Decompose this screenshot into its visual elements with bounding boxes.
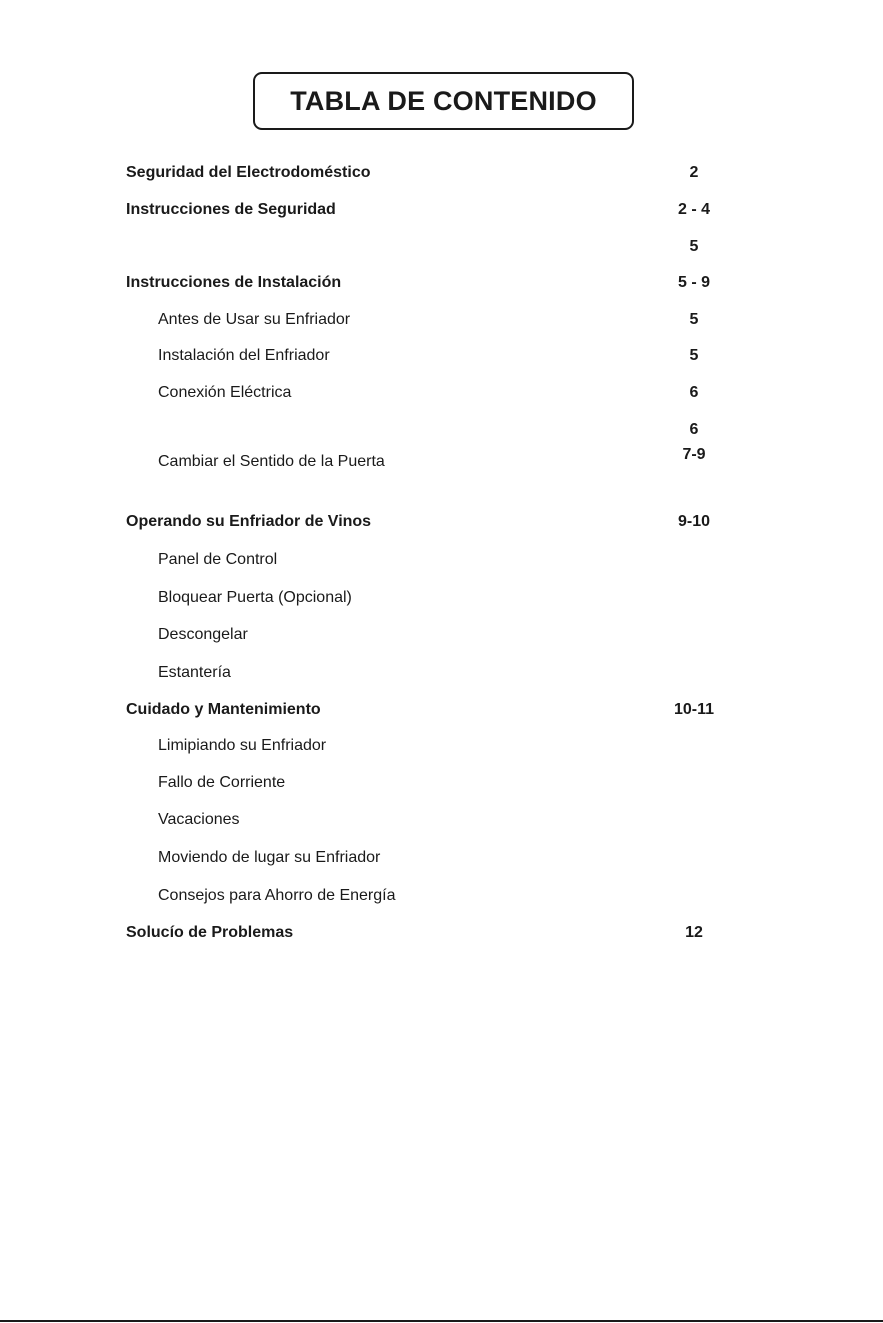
toc-entry-page: 2 - 4 xyxy=(677,201,710,218)
toc-entry xyxy=(0,446,883,473)
toc-entry-label: Solucío de Problemas xyxy=(126,924,294,941)
toc-entry-page: 10-11 xyxy=(673,701,715,718)
toc-entry-label: Consejos para Ahorro de Energía xyxy=(158,887,396,904)
toc-entry-page: 6 xyxy=(689,421,699,438)
toc-entry-label: Moviendo de lugar su Enfriador xyxy=(158,849,381,866)
toc-entry-label: Descongelar xyxy=(158,626,248,643)
toc-entry-label: Instrucciones de Instalación xyxy=(126,274,342,291)
toc-entry-label: Seguridad del Electrodoméstico xyxy=(126,164,371,181)
toc-entry-label: Cuidado y Mantenimiento xyxy=(126,701,321,718)
toc-entry-label: Operando su Enfriador de Vinos xyxy=(126,513,372,530)
toc-entry-label: Instrucciones de Seguridad xyxy=(126,201,336,218)
toc-entry xyxy=(0,735,883,757)
toc-entry-label: Panel de Control xyxy=(158,551,278,568)
bottom-rule xyxy=(0,1320,883,1322)
toc-entry xyxy=(0,345,883,367)
toc-entry-label: Cambiar el Sentido de la Puerta xyxy=(158,453,385,470)
toc-entry xyxy=(0,772,883,794)
toc-entry xyxy=(0,511,883,533)
page-title: TABLA DE CONTENIDO xyxy=(290,85,597,116)
toc-entry xyxy=(0,162,883,184)
toc-entry xyxy=(0,699,883,721)
toc-entry xyxy=(0,199,883,221)
toc-entry xyxy=(0,236,883,258)
toc-entry-page: 5 - 9 xyxy=(677,274,710,291)
toc-entry xyxy=(0,382,883,404)
toc-entry-page: 12 xyxy=(685,924,703,941)
toc-entry-label: Bloquear Puerta (Opcional) xyxy=(158,589,352,606)
toc-entry xyxy=(0,419,883,441)
toc-entry xyxy=(0,662,883,684)
toc-entry-label: Vacaciones xyxy=(158,811,240,828)
toc-entry-page: 2 xyxy=(689,164,699,181)
toc-entry-label: Estantería xyxy=(158,664,231,681)
toc-entry xyxy=(0,549,883,571)
title-box xyxy=(253,72,634,130)
toc-entry-label: Conexión Eléctrica xyxy=(158,384,292,401)
toc-entry xyxy=(0,309,883,331)
toc-entry-label: Limipiando su Enfriador xyxy=(158,737,327,754)
toc-entry-page: 7-9 xyxy=(682,446,706,463)
toc-entry-label: Antes de Usar su Enfriador xyxy=(158,311,351,328)
toc-entry-page: 5 xyxy=(689,238,699,255)
toc-entry-label: Fallo de Corriente xyxy=(158,774,286,791)
toc-entry xyxy=(0,624,883,646)
toc-entry-page: 9-10 xyxy=(677,513,711,530)
toc-entry-page: 5 xyxy=(689,347,699,364)
toc-entry xyxy=(0,847,883,869)
toc-entry-page: 5 xyxy=(689,311,699,328)
toc-entry xyxy=(0,587,883,609)
toc-entry xyxy=(0,922,883,944)
toc-entry xyxy=(0,809,883,831)
toc-entry xyxy=(0,885,883,907)
toc-entry-page: 6 xyxy=(689,384,699,401)
toc-entry xyxy=(0,272,883,294)
toc-entry-label: Instalación del Enfriador xyxy=(158,347,330,364)
